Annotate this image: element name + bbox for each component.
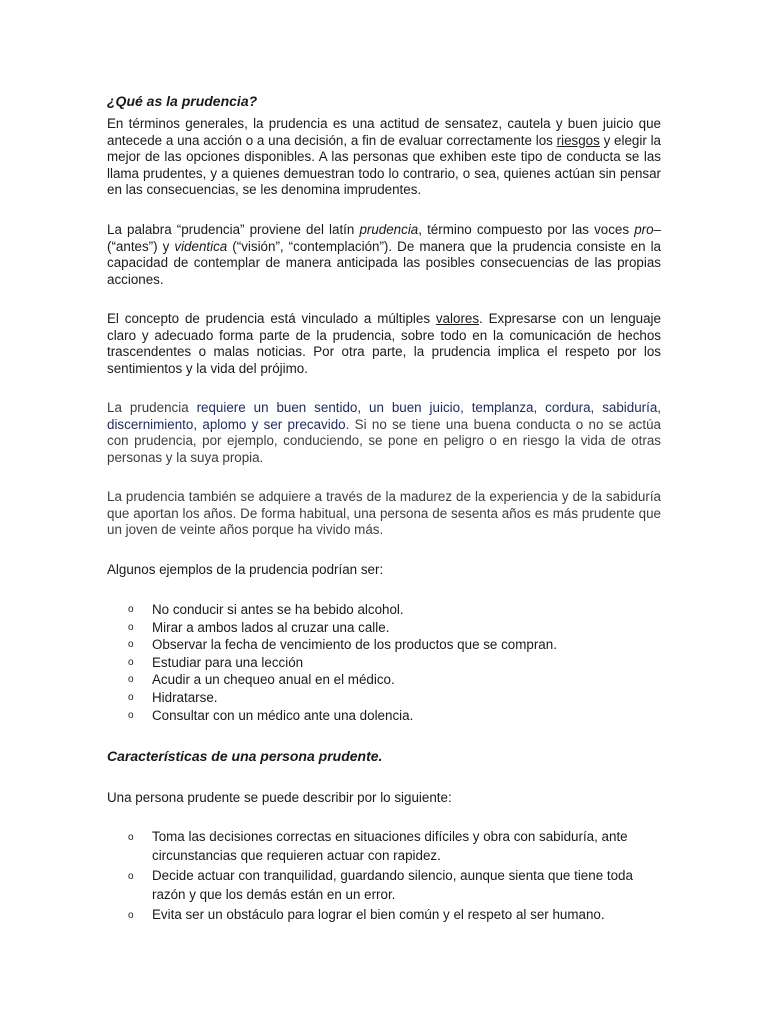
bullet-icon: o: [128, 639, 134, 651]
paragraph-examples-intro: Algunos ejemplos de la prudencia podrían ser:: [107, 562, 384, 577]
list-item-text: Decide actuar con tranquilidad, guardando silencio, aunque sienta que tiene toda razón y que los demás están en un error.: [152, 868, 633, 902]
bullet-icon: o: [128, 656, 134, 668]
bullet-icon: o: [128, 709, 134, 721]
list-item-text: Toma las decisiones correctas en situaciones difíciles y obra con sabiduría, ante circunstancias que requieren actuar con rapidez.: [152, 829, 628, 863]
paragraph-values: El concepto de prudencia está vinculado a múltiples valores. Expresarse con un lenguaje claro y adecuado forma parte de la prudencia, sobre todo en la comunicación de hechos trascendentes o malas noticias. Por otra parte, la prudencia implica el respeto por los sentimientos y la vida del prójimo.: [107, 311, 661, 376]
bullet-icon: o: [128, 832, 134, 843]
paragraph-requirements: La prudencia requiere un buen sentido, un buen juicio, templanza, cordura, sabiduría, discernimiento, aplomo y ser precavido. Si no se tiene una buena conducta o no se actúa con prudencia, por ejemplo, conduciendo, se pone en peligro o en riesgo la vida de otras personas y la suya propia.: [107, 400, 662, 465]
list-item: [128, 707, 661, 725]
bullet-icon: o: [128, 621, 134, 633]
list-item-text: Acudir a un chequeo anual en el médico.: [152, 672, 395, 688]
page-title: ¿Qué as la prudencia?: [107, 93, 258, 109]
list-item: [128, 827, 661, 865]
list-item: [128, 866, 661, 904]
list-item: [128, 671, 661, 689]
list-item-text: Consultar con un médico ante una dolencia.: [152, 707, 414, 723]
list-item: [128, 619, 661, 637]
bullet-icon: o: [128, 674, 134, 686]
list-item: [128, 689, 661, 707]
traits-list: [128, 827, 661, 925]
list-item-text: Observar la fecha de vencimiento de los productos que se compran.: [152, 637, 557, 653]
section-heading: Características de una persona prudente.: [107, 748, 383, 764]
list-item: [128, 905, 661, 924]
bullet-icon: o: [128, 604, 134, 615]
bullet-icon: o: [128, 910, 134, 921]
list-item: [128, 601, 661, 619]
list-item: [128, 636, 661, 654]
list-item-text: Estudiar para una lección: [152, 654, 304, 670]
paragraph-etymology: La palabra “prudencia” proviene del latín prudencia, término compuesto por las voces pro– (“antes”) y videntica (“visión”, “contemplación”). De manera que la prudencia consiste en la capacidad de contemplar de manera anticipada las posibles consecuencias de las propias acciones.: [107, 222, 661, 287]
paragraph-experience: La prudencia también se adquiere a través de la madurez de la experiencia y de la sabiduría que aportan los años. De forma habitual, una persona de sesenta años es más prudente que un joven de veinte años porque ha vivido más.: [107, 489, 661, 538]
list-item-text: Mirar a ambos lados al cruzar una calle.: [152, 619, 390, 635]
list-item-text: Hidratarse.: [152, 689, 218, 705]
bullet-icon: o: [128, 691, 134, 703]
bullet-icon: o: [128, 871, 134, 882]
examples-list: [128, 601, 661, 724]
paragraph-traits-intro: Una persona prudente se puede describir por lo siguiente:: [107, 790, 452, 805]
link-valores[interactable]: valores: [435, 311, 480, 326]
list-item-text: Evita ser un obstáculo para lograr el bien común y el respeto al ser humano.: [152, 907, 605, 922]
paragraph-definition: En términos generales, la prudencia es una actitud de sensatez, cautela y buen juicio que antecede a una acción o a una decisión, a fin de evaluar correctamente los riesgos y elegir la mejor de las opciones disponibles. A las personas que exhiben este tipo de conducta se las llama prudentes, y a quienes demuestran todo lo contrario, o sea, quienes actúan sin pensar en las consecuencias, se les denomina imprudentes.: [107, 116, 662, 198]
link-requirements[interactable]: requiere un buen sentido, un buen juicio, templanza, cordura, sabiduría, discernimiento, aplomo y ser precavido: [107, 400, 662, 432]
link-riesgos[interactable]: riesgos: [556, 132, 600, 148]
list-item: [128, 654, 661, 672]
list-item-text: No conducir si antes se ha bebido alcohol.: [152, 602, 404, 617]
